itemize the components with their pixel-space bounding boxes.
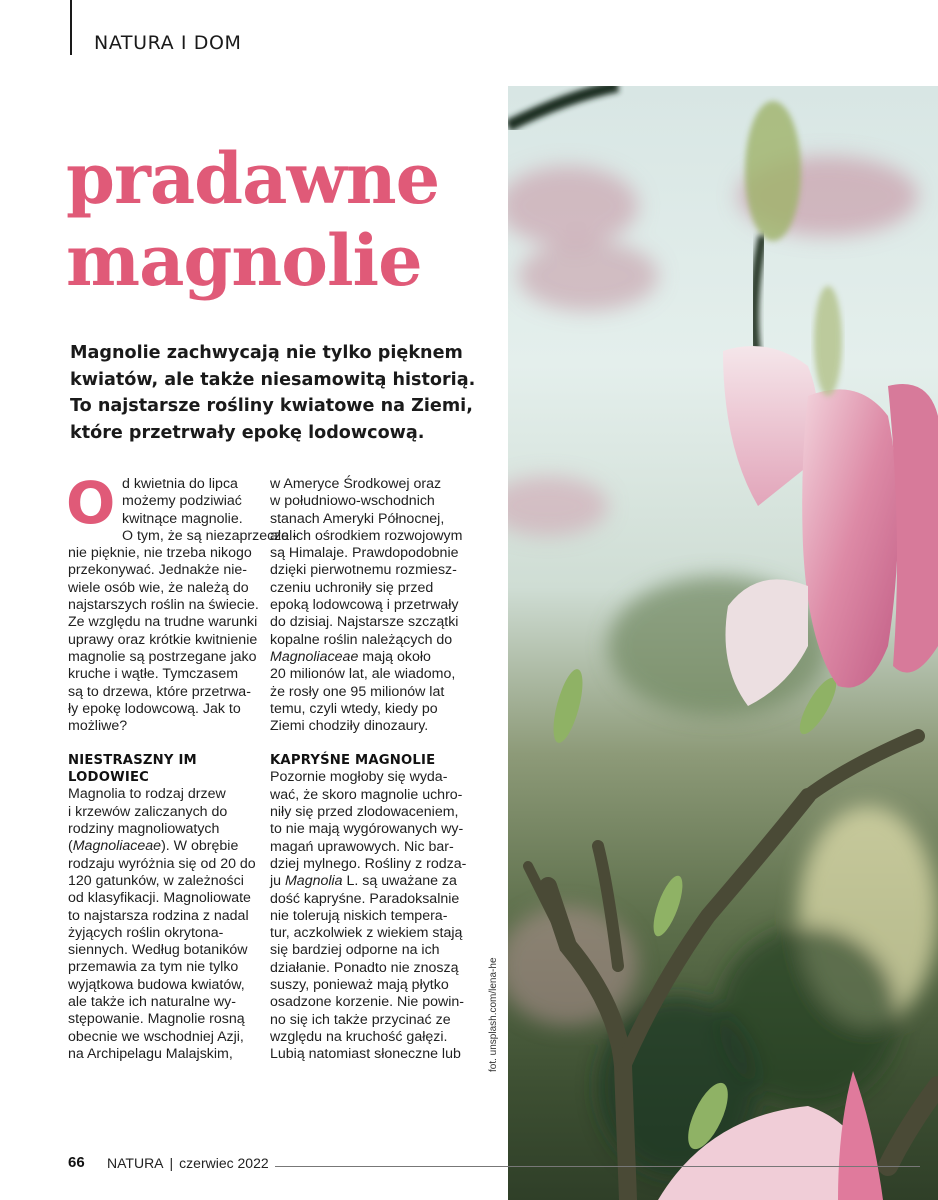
text-line: ju Magnolia L. są uważane za [270, 873, 457, 890]
text-line: przemawia za tym nie tylko [68, 959, 239, 976]
text-line: czeniu uchroniły się przed [270, 579, 434, 596]
text-line: względu na kruchość gałęzi. [270, 1028, 448, 1045]
page-number: 66 [68, 1154, 85, 1171]
text-line: przekonywać. Jednakże nie- [68, 562, 248, 579]
text-line: uprawy oraz krótkie kwitnienie [68, 631, 258, 648]
text-line: są Himalaje. Prawdopodobnie [270, 545, 459, 562]
text-line: najstarszych roślin na świecie. [68, 597, 259, 614]
text-line: że rosły one 95 milionów lat [270, 683, 445, 700]
text-line: osadzone korzenie. Nie powin- [270, 994, 465, 1011]
footer-separator: | [169, 1155, 174, 1171]
text-line: rodziny magnoliowatych [68, 821, 220, 838]
text-line: kwitnące magnolie. [122, 510, 243, 527]
text-line: do dzisiaj. Najstarsze szczątki [270, 614, 459, 631]
section-label: NATURA I DOM [94, 32, 242, 54]
subheading-kapryśne: KAPRYŚNE MAGNOLIE [270, 753, 436, 769]
title-line-1: pradawne [66, 137, 440, 220]
text-line: ale ich ośrodkiem rozwojowym [270, 527, 463, 544]
text-line: d kwietnia do lipca [122, 476, 238, 492]
text-line: rodzaju wyróżnia się od 20 do [68, 855, 256, 872]
text-line: możliwe? [68, 718, 128, 735]
text-line: niły się przed zlodowaceniem, [270, 804, 459, 821]
text-line: w Ameryce Środkowej oraz [270, 476, 442, 492]
text-line: magań uprawowych. Nic bar- [270, 838, 454, 855]
heading-line: LODOWIEC [68, 770, 150, 786]
text-line: Pozornie mogłoby się wyda- [270, 769, 448, 786]
text-line: to najstarsza rodzina z nadal [68, 907, 249, 924]
text-line: temu, czyli wtedy, kiedy po [270, 700, 438, 717]
text-line: Ziemi chodziły dinozaury. [270, 718, 429, 735]
text-line: wać, że skoro magnolie uchro- [270, 786, 463, 803]
article-lead: Magnolie zachwycają nie tylko pięknem kwiatów, ale także niesamowitą historią. To najstarsze rośliny kwiatowe na Ziemi, które przetrwały epokę lodowcową. [70, 343, 476, 443]
text-line: siennych. Według botaników [68, 942, 248, 959]
text-line: stępowanie. Magnolie rosną [68, 1011, 245, 1028]
subheading-lodowiec [68, 752, 260, 786]
latin-name: Magnolia [284, 873, 343, 890]
text-line: Magnolia to rodzaj drzew [68, 786, 226, 803]
text-line: kruche i wątłe. Tymczasem [68, 666, 239, 683]
text-line: wiele osób wie, że należą do [68, 579, 249, 596]
text-line: epoką lodowcową i przetrwały [270, 597, 459, 614]
article-title [66, 138, 439, 302]
text-line: i krzewów zaliczanych do [68, 803, 228, 820]
latin-name: Magnoliaceae [270, 648, 359, 665]
text-line: 120 gatunków, w zależności [68, 872, 244, 889]
text-line: dzięki pierwotnemu rozmiesz- [270, 562, 457, 579]
text-line: to nie mają wygórowanych wy- [270, 821, 464, 838]
drop-cap: O [66, 469, 116, 537]
text-line: wyjątkowa budowa kwiatów, [68, 976, 245, 993]
magazine-name: NATURA [107, 1155, 164, 1171]
text-line: możemy podziwiać [122, 493, 242, 510]
text-line: działanie. Ponadto nie znoszą [270, 959, 459, 976]
text-line: ale także ich naturalne wy- [68, 994, 236, 1011]
text-line: no się ich także przycinać ze [270, 1011, 451, 1028]
text-column-2 [270, 476, 467, 1064]
latin-name: Magnoliaceae [72, 838, 162, 855]
magnolia-illustration [508, 86, 938, 1200]
text-line: są to drzewa, które przetrwa- [68, 683, 251, 700]
text-line: nie tolerują niskich tempera- [270, 907, 448, 924]
text-line: (Magnoliaceae). W obrębie [68, 838, 239, 855]
issue-date: czerwiec 2022 [179, 1155, 269, 1171]
text-line: O tym, że są niezaprzeczal- [122, 527, 298, 544]
body-paragraph [270, 769, 467, 1063]
text-line: żyjących roślin okrytona- [68, 924, 224, 941]
text-line: magnolie są postrzegane jako [68, 648, 257, 665]
text-column-1 [66, 469, 298, 1063]
text-line: stanach Ameryki Północnej, [270, 510, 445, 527]
heading-line: NIESTRASZNY IM [68, 753, 197, 769]
text-line: Lubią natomiast słoneczne lub [270, 1046, 461, 1063]
text-line: dziej mylnego. Rośliny z rodza- [270, 855, 467, 872]
text-line: nie pięknie, nie trzeba nikogo [68, 545, 252, 562]
photo-credit: fot. unsplash.com/lena-he [488, 957, 499, 1072]
body-paragraph [68, 786, 260, 1063]
magnolia-photo [508, 86, 938, 1200]
text-line: w południowo-wschodnich [270, 493, 435, 510]
text-line: ły epokę lodowcową. Jak to [68, 700, 241, 717]
text-line: kopalne roślin należących do [270, 631, 453, 648]
title-line-2: magnolie [66, 219, 422, 302]
text-line: od klasyfikacji. Magnoliowate [68, 890, 251, 907]
text-line: 20 milionów lat, ale wiadomo, [270, 666, 456, 683]
text-line: Magnoliaceae mają około [270, 648, 431, 665]
section-divider [70, 0, 72, 55]
text-line: tur, aczkolwiek z wiekiem stają [270, 925, 463, 942]
continued-paragraph [270, 476, 462, 735]
text-line: Ze względu na trudne warunki [68, 614, 258, 631]
footer-publication [107, 1155, 269, 1171]
text-line: obecnie we wschodniej Azji, [68, 1028, 244, 1045]
text-line: suszy, ponieważ mają płytko [270, 977, 449, 994]
text-line: się bardziej odporne na ich [270, 942, 440, 959]
footer-rule [275, 1166, 920, 1167]
text-line: na Archipelagu Malajskim, [68, 1045, 233, 1062]
text-line: dość kapryśne. Paradoksalnie [270, 890, 460, 907]
